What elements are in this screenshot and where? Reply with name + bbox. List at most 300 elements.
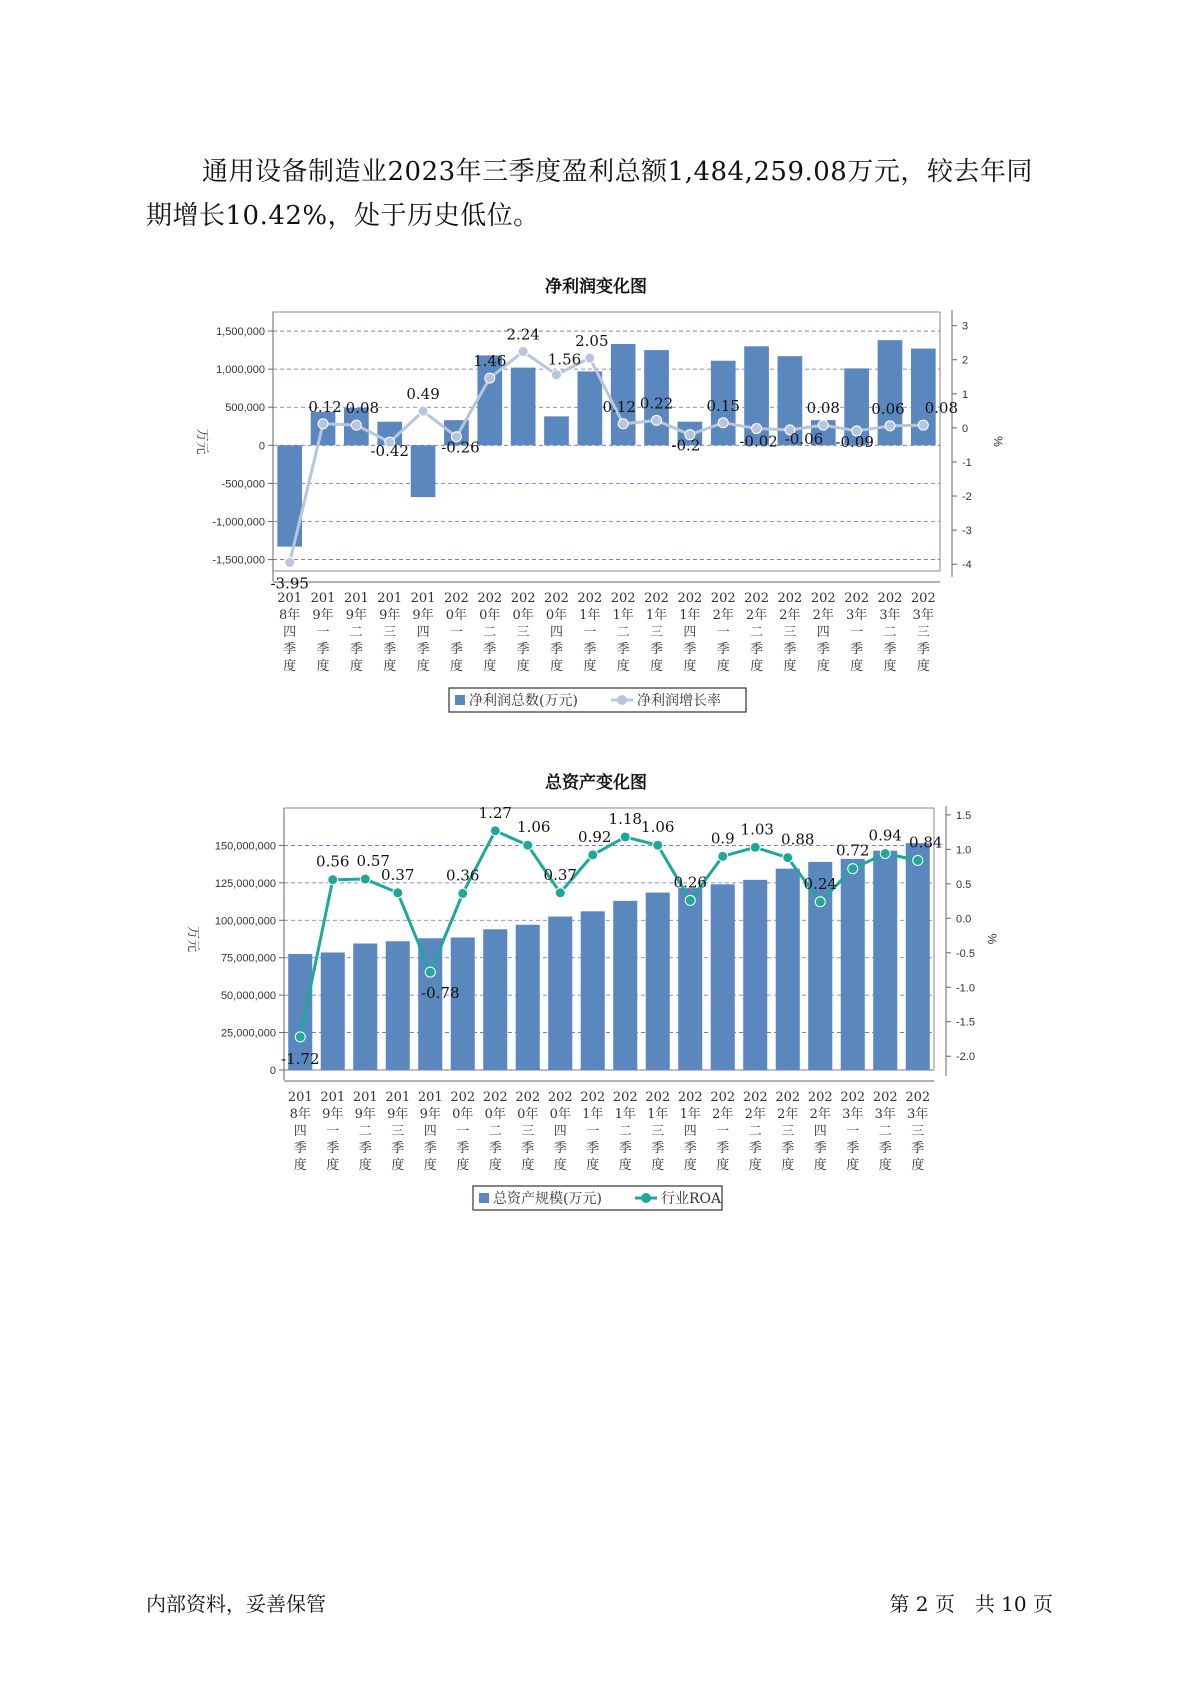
category-label: 202 <box>444 591 469 606</box>
category-label: 0年 <box>512 608 534 623</box>
category-label: 季 <box>326 1141 340 1156</box>
right-tick-label: 0 <box>962 422 969 435</box>
category-label: 季 <box>878 1141 892 1156</box>
bar <box>581 911 605 1070</box>
category-label: 季 <box>483 642 497 657</box>
category-label: 2年 <box>744 1107 766 1122</box>
category-label: 季 <box>716 1141 730 1156</box>
category-label: 二 <box>483 625 497 640</box>
category-label: 一 <box>850 625 864 640</box>
category-label: 季 <box>916 642 930 657</box>
category-label: 202 <box>644 591 669 606</box>
category-label: 度 <box>391 1158 405 1173</box>
category-label: 1年 <box>679 1107 701 1122</box>
category-label: 季 <box>423 1141 437 1156</box>
left-tick-label: 125,000,000 <box>214 877 276 890</box>
left-tick-label: 0 <box>258 440 265 453</box>
category-label: 季 <box>618 1141 632 1156</box>
line-point <box>588 850 598 860</box>
data-label: 2.05 <box>575 332 609 351</box>
right-axis-label: % <box>991 436 1005 447</box>
category-label: 0年 <box>452 1107 474 1122</box>
category-label: 9年 <box>419 1107 441 1122</box>
category-label: 度 <box>483 659 497 674</box>
category-label: 0年 <box>545 608 568 623</box>
left-tick-label: 500,000 <box>225 402 265 415</box>
category-label: 度 <box>326 1158 340 1173</box>
category-label: 2年 <box>809 1107 831 1122</box>
legend-bar-label: 净利润总数(万元) <box>469 693 578 709</box>
left-tick-label: 1,000,000 <box>216 364 265 377</box>
category-label: 202 <box>905 1090 931 1105</box>
bar <box>646 893 670 1070</box>
category-label: 季 <box>783 642 797 657</box>
category-label: 二 <box>618 1124 632 1139</box>
category-label: 季 <box>781 1141 795 1156</box>
category-label: 二 <box>349 625 363 640</box>
category-label: 四 <box>423 1124 437 1139</box>
category-label: 度 <box>358 1158 372 1173</box>
right-tick-label: 1.0 <box>956 844 972 857</box>
line-point <box>718 851 728 861</box>
data-label: -0.26 <box>441 438 480 457</box>
category-label: 202 <box>677 591 703 606</box>
category-label: 度 <box>813 1158 827 1173</box>
bar <box>483 929 507 1070</box>
category-label: 3年 <box>879 608 901 623</box>
right-tick-label: 0.5 <box>956 878 972 891</box>
chart2-title: 总资产变化图 <box>545 773 647 793</box>
category-label: 度 <box>456 1158 470 1173</box>
category-label: 201 <box>343 591 369 606</box>
category-label: 四 <box>683 1124 697 1139</box>
category-label: 季 <box>293 1141 307 1156</box>
line-point <box>880 849 890 859</box>
category-label: 季 <box>651 1141 665 1156</box>
line-point <box>913 855 923 865</box>
category-label: 季 <box>650 642 664 657</box>
category-label: 2年 <box>777 1107 799 1122</box>
category-label: 3年 <box>907 1107 929 1122</box>
category-label: 201 <box>385 1090 411 1105</box>
category-label: 二 <box>488 1124 502 1139</box>
data-label: -1.72 <box>281 1049 320 1068</box>
category-label: 9年 <box>322 1107 344 1122</box>
category-label: 二 <box>748 1124 762 1139</box>
category-label: 201 <box>320 1090 346 1105</box>
category-label: 季 <box>846 1141 860 1156</box>
data-label: 0.06 <box>871 399 905 418</box>
category-label: 季 <box>553 1141 567 1156</box>
category-label: 1年 <box>612 608 634 623</box>
category-label: 季 <box>516 642 530 657</box>
right-tick-label: -1 <box>962 456 972 469</box>
category-label: 9年 <box>379 608 401 623</box>
data-label: -0.2 <box>671 436 701 455</box>
category-label: 201 <box>310 591 336 606</box>
category-label: 度 <box>750 659 764 674</box>
line-point <box>523 840 533 850</box>
bar <box>418 938 442 1070</box>
data-label: 0.37 <box>543 865 577 884</box>
category-label: 三 <box>916 625 930 640</box>
category-label: 度 <box>349 659 363 674</box>
category-label: 度 <box>650 659 664 674</box>
category-label: 度 <box>878 1158 892 1173</box>
category-label: 9年 <box>412 608 434 623</box>
legend-line-label: 净利润增长率 <box>637 693 721 709</box>
category-label: 度 <box>748 1158 762 1173</box>
data-label: 0.24 <box>803 874 837 893</box>
category-label: 四 <box>683 625 697 640</box>
bar <box>711 884 735 1070</box>
data-label: 0.12 <box>308 397 342 416</box>
left-tick-label: 75,000,000 <box>220 952 276 965</box>
category-label: 一 <box>583 625 597 640</box>
bar <box>386 941 410 1070</box>
category-label: 季 <box>716 642 730 657</box>
category-label: 二 <box>883 625 897 640</box>
data-label: 0.57 <box>356 852 390 871</box>
left-tick-label: 50,000,000 <box>220 990 276 1003</box>
category-label: 度 <box>383 659 397 674</box>
data-label: 0.56 <box>316 852 350 871</box>
chart1-title: 净利润变化图 <box>545 277 647 297</box>
category-label: 度 <box>850 659 864 674</box>
line-point <box>425 967 435 977</box>
category-label: 202 <box>744 591 769 606</box>
category-label: 202 <box>872 1090 898 1105</box>
category-label: 度 <box>293 1158 307 1173</box>
category-label: 202 <box>742 1090 768 1105</box>
category-label: 202 <box>877 591 903 606</box>
category-label: 1年 <box>582 1107 604 1122</box>
category-label: 202 <box>777 591 803 606</box>
category-label: 9年 <box>345 608 368 623</box>
category-label: 三 <box>651 1124 665 1139</box>
line-point <box>848 864 858 874</box>
line-point <box>458 888 468 898</box>
data-label: 0.26 <box>673 873 707 892</box>
left-tick-label: 0 <box>269 1065 276 1077</box>
left-tick-label: -1,500,000 <box>212 554 265 567</box>
category-label: 202 <box>577 591 603 606</box>
data-label: 0.08 <box>924 399 959 418</box>
category-label: 202 <box>840 1090 866 1105</box>
data-label: 0.88 <box>781 830 815 849</box>
bar <box>873 851 897 1070</box>
category-label: 202 <box>580 1090 606 1105</box>
data-label: 0.08 <box>806 399 840 418</box>
right-tick-label: 1.5 <box>956 809 972 822</box>
data-label: 0.49 <box>406 385 440 404</box>
category-label: 季 <box>850 642 864 657</box>
category-label: 1年 <box>579 608 601 623</box>
data-label: 0.22 <box>639 394 674 413</box>
data-label: 0.72 <box>836 841 870 860</box>
category-label: 9年 <box>312 608 334 623</box>
category-label: 度 <box>883 659 897 674</box>
right-tick-label: -2.0 <box>956 1051 975 1064</box>
category-label: 202 <box>844 591 870 606</box>
category-label: 季 <box>316 642 330 657</box>
category-label: 度 <box>683 659 697 674</box>
category-label: 一 <box>716 625 730 640</box>
category-label: 9年 <box>387 1107 409 1122</box>
category-label: 季 <box>883 642 897 657</box>
category-label: 季 <box>449 642 463 657</box>
category-label: 三 <box>783 625 797 640</box>
category-label: 一 <box>586 1124 600 1139</box>
data-label: 0.12 <box>602 397 636 416</box>
category-label: 0年 <box>445 608 468 623</box>
bar <box>613 901 637 1070</box>
data-label: 1.06 <box>517 818 551 837</box>
category-label: 季 <box>683 1141 697 1156</box>
left-tick-label: 150,000,000 <box>214 840 276 853</box>
category-label: 201 <box>417 1090 443 1105</box>
category-label: 202 <box>710 1090 736 1105</box>
line-point <box>490 826 500 836</box>
category-label: 季 <box>391 1141 405 1156</box>
category-label: 度 <box>316 659 330 674</box>
category-label: 0年 <box>549 1107 571 1122</box>
bar <box>841 859 865 1070</box>
category-label: 二 <box>750 625 764 640</box>
category-label: 三 <box>781 1124 795 1139</box>
category-label: 三 <box>521 1124 535 1139</box>
bar <box>321 952 345 1070</box>
line-point <box>815 897 825 907</box>
data-label: 2.24 <box>506 325 540 344</box>
line-point <box>750 842 760 852</box>
bar <box>548 917 572 1070</box>
category-label: 度 <box>911 1158 925 1173</box>
line-point <box>295 1032 305 1042</box>
category-label: 度 <box>716 1158 730 1173</box>
line-point <box>555 888 565 898</box>
data-label: 1.27 <box>478 803 512 822</box>
category-label: 四 <box>553 1124 567 1139</box>
category-label: 202 <box>610 591 636 606</box>
right-axis-label: % <box>985 933 999 945</box>
category-label: 一 <box>449 625 463 640</box>
category-label: 度 <box>283 659 297 674</box>
legend-line-label: 行业ROA <box>661 1191 722 1207</box>
category-label: 202 <box>547 1090 573 1105</box>
category-label: 度 <box>549 659 563 674</box>
data-label: -0.02 <box>739 432 778 451</box>
category-label: 季 <box>813 1141 827 1156</box>
category-label: 度 <box>716 659 730 674</box>
left-tick-label: 1,500,000 <box>216 326 265 339</box>
category-label: 季 <box>583 642 597 657</box>
data-label: -0.78 <box>421 984 460 1003</box>
category-label: 季 <box>750 642 764 657</box>
right-tick-label: -2 <box>962 491 972 504</box>
line-point <box>685 895 695 905</box>
line-point <box>653 840 663 850</box>
category-label: 三 <box>911 1124 925 1139</box>
category-label: 季 <box>358 1141 372 1156</box>
category-label: 1年 <box>679 608 701 623</box>
category-label: 度 <box>781 1158 795 1173</box>
data-label: 0.36 <box>446 866 480 885</box>
category-label: 1年 <box>647 1107 669 1122</box>
category-label: 2年 <box>745 608 768 623</box>
left-axis-label: 万元 <box>194 428 209 455</box>
data-label: 1.46 <box>473 352 507 371</box>
bar <box>678 888 702 1070</box>
category-label: 202 <box>677 1090 703 1105</box>
category-label: 季 <box>683 642 697 657</box>
category-label: 202 <box>515 1090 541 1105</box>
bar <box>743 880 767 1070</box>
category-label: 一 <box>326 1124 340 1139</box>
category-label: 度 <box>651 1158 665 1173</box>
data-label: -0.06 <box>784 429 824 448</box>
data-label: 1.06 <box>641 818 675 837</box>
category-label: 0年 <box>479 608 501 623</box>
category-label: 1年 <box>614 1107 636 1122</box>
category-label: 季 <box>349 642 363 657</box>
category-label: 2年 <box>712 1107 734 1122</box>
category-label: 度 <box>816 659 830 674</box>
data-label: 0.37 <box>381 865 415 884</box>
data-label: 0.94 <box>868 826 902 845</box>
data-label: 1.56 <box>547 350 582 369</box>
category-label: 202 <box>450 1090 476 1105</box>
data-label: 0.92 <box>578 827 612 846</box>
category-label: 季 <box>816 642 830 657</box>
category-label: 二 <box>616 625 630 640</box>
category-label: 季 <box>383 642 397 657</box>
category-label: 度 <box>583 659 597 674</box>
left-axis-label: 万元 <box>185 925 200 953</box>
category-label: 季 <box>283 642 297 657</box>
left-tick-label: -500,000 <box>221 478 265 491</box>
category-label: 度 <box>586 1158 600 1173</box>
category-label: 四 <box>416 625 430 640</box>
category-label: 201 <box>377 591 403 606</box>
category-label: 四 <box>283 625 297 640</box>
category-label: 度 <box>783 659 797 674</box>
line-point <box>620 832 630 842</box>
left-tick-label: -1,000,000 <box>212 516 265 529</box>
category-label: 0年 <box>517 1107 539 1122</box>
category-label: 201 <box>277 591 303 606</box>
category-label: 2年 <box>779 608 801 623</box>
right-tick-label: -0.5 <box>956 947 975 960</box>
category-label: 季 <box>549 642 563 657</box>
category-label: 201 <box>287 1090 313 1105</box>
category-label: 季 <box>416 642 430 657</box>
legend-bar-swatch <box>479 1193 489 1203</box>
category-label: 度 <box>616 659 630 674</box>
category-label: 度 <box>423 1158 437 1173</box>
data-label: 0.15 <box>706 396 740 415</box>
legend-bar-label: 总资产规模(万元) <box>493 1191 602 1207</box>
data-label: 1.03 <box>740 820 774 839</box>
category-label: 季 <box>748 1141 762 1156</box>
category-label: 季 <box>456 1141 470 1156</box>
category-label: 季 <box>586 1141 600 1156</box>
left-tick-label: 25,000,000 <box>220 1027 276 1040</box>
right-tick-label: 1 <box>962 388 969 401</box>
category-label: 季 <box>488 1141 502 1156</box>
category-label: 202 <box>807 1090 833 1105</box>
category-label: 2年 <box>812 608 834 623</box>
category-label: 3年 <box>912 608 934 623</box>
category-label: 四 <box>293 1124 307 1139</box>
category-label: 度 <box>683 1158 697 1173</box>
category-label: 一 <box>716 1124 730 1139</box>
category-label: 四 <box>813 1124 827 1139</box>
data-label: 0.84 <box>909 833 943 852</box>
data-label: 0.9 <box>710 829 735 848</box>
bar <box>451 938 475 1070</box>
category-label: 8年 <box>279 608 301 623</box>
category-label: 三 <box>383 625 397 640</box>
category-label: 一 <box>316 625 330 640</box>
summary-text: 通用设备制造业2023年三季度盈利总额1,484,259.08万元，较去年同期增长10.42%，处于历史低位。 <box>146 157 1033 231</box>
category-label: 202 <box>910 591 936 606</box>
bar <box>353 943 377 1070</box>
category-label: 3年 <box>874 1107 896 1122</box>
category-label: 季 <box>911 1141 925 1156</box>
category-label: 1年 <box>645 608 668 623</box>
right-tick-label: 3 <box>962 320 969 333</box>
category-label: 202 <box>477 591 503 606</box>
data-label: -0.42 <box>370 442 409 461</box>
category-label: 季 <box>521 1141 535 1156</box>
category-label: 三 <box>650 625 664 640</box>
data-label: -0.09 <box>835 432 874 451</box>
right-tick-label: -1.5 <box>956 1016 975 1029</box>
line-point <box>328 875 338 885</box>
category-label: 三 <box>391 1124 405 1139</box>
bar <box>516 925 540 1070</box>
bar <box>776 869 800 1070</box>
line-point <box>360 874 370 884</box>
category-label: 二 <box>358 1124 372 1139</box>
category-label: 四 <box>816 625 830 640</box>
category-label: 度 <box>488 1158 502 1173</box>
category-label: 季 <box>616 642 630 657</box>
category-label: 202 <box>612 1090 638 1105</box>
data-label: 1.18 <box>608 809 642 828</box>
right-tick-label: -3 <box>962 525 972 538</box>
category-label: 二 <box>878 1124 892 1139</box>
category-label: 0年 <box>484 1107 506 1122</box>
right-tick-label: 2 <box>962 354 969 367</box>
category-label: 202 <box>645 1090 671 1105</box>
category-label: 3年 <box>842 1107 864 1122</box>
data-label: 0.08 <box>345 399 380 418</box>
category-label: 202 <box>510 591 536 606</box>
category-label: 9年 <box>354 1107 376 1122</box>
category-label: 度 <box>916 659 930 674</box>
category-label: 201 <box>352 1090 378 1105</box>
category-label: 三 <box>516 625 530 640</box>
line-point <box>393 888 403 898</box>
category-label: 度 <box>449 659 463 674</box>
right-tick-label: 0.0 <box>956 913 972 926</box>
right-tick-label: -4 <box>962 559 972 572</box>
category-label: 202 <box>810 591 836 606</box>
category-label: 2年 <box>712 608 734 623</box>
category-label: 度 <box>846 1158 860 1173</box>
